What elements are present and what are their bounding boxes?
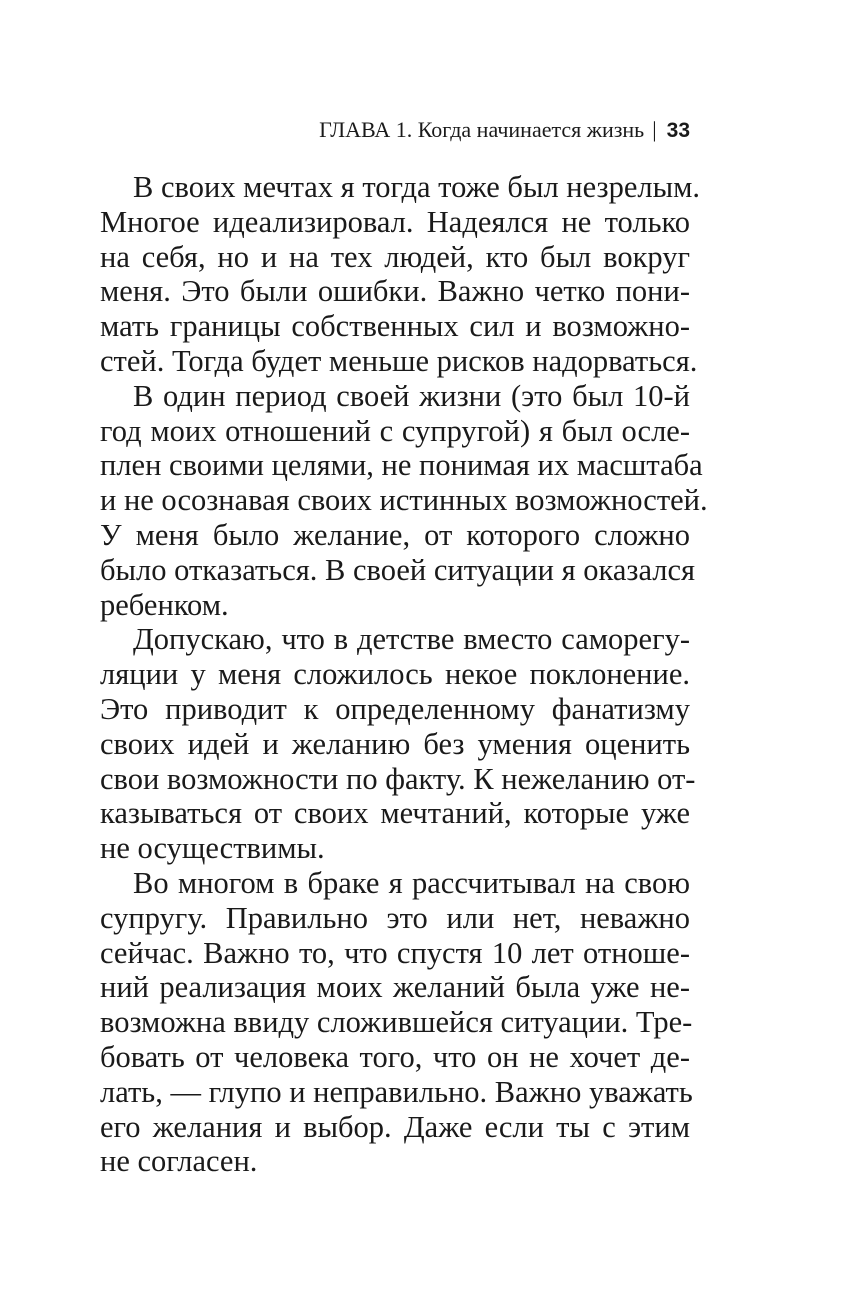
- text-line: ребенком.: [100, 587, 229, 622]
- text-line: и не осознавая своих истинных возможностей.: [100, 483, 708, 518]
- text-line: Многое идеализировал. Надеялся не только: [100, 204, 690, 239]
- text-line: не согласен.: [100, 1144, 258, 1179]
- text-line: возможна ввиду сложившейся ситуации. Тре-: [100, 1005, 693, 1040]
- text-line: сейчас. Важно то, что спустя 10 лет отноше-: [100, 935, 690, 970]
- text-line: Во многом в браке я рассчитывал на свою: [133, 865, 690, 900]
- text-line: ляции у меня сложилось некое поклонение.: [100, 657, 690, 692]
- body-text: [100, 170, 708, 1179]
- text-line: стей. Тогда будет меньше рисков надорваться.: [100, 343, 698, 378]
- text-line: было отказаться. В своей ситуации я оказался: [100, 552, 696, 587]
- text-line: меня. Это были ошибки. Важно четко пони-: [100, 274, 690, 309]
- text-line: своих идей и желанию без умения оценить: [100, 726, 690, 761]
- page-number: 33: [666, 119, 690, 142]
- text-line: год моих отношений с супругой) я был осле-: [100, 413, 690, 448]
- text-line: бовать от человека того, что он не хочет де-: [100, 1039, 690, 1074]
- paragraph-2: [100, 378, 708, 623]
- text-line: супругу. Правильно это или нет, неважно: [100, 900, 690, 935]
- chapter-title: ГЛАВА 1. Когда начинается жизнь: [319, 117, 645, 142]
- paragraph-4: [100, 865, 693, 1179]
- header-separator: |: [652, 117, 657, 142]
- text-line: Допускаю, что в детстве вместо саморегу-: [133, 622, 690, 657]
- text-line: не осуществимы.: [100, 831, 325, 866]
- text-line: казываться от своих мечтаний, которые уже: [100, 796, 690, 831]
- text-line: плен своими целями, не понимая их масштаба: [100, 448, 703, 483]
- text-line: У меня было желание, от которого сложно: [100, 517, 690, 552]
- paragraph-3: [100, 622, 696, 866]
- text-line: лать, — глупо и неправильно. Важно уважать: [100, 1074, 693, 1109]
- text-line: Это приводит к определенному фанатизму: [100, 691, 690, 726]
- running-header: [319, 116, 690, 145]
- text-line: свои возможности по факту. К нежеланию от-: [100, 761, 696, 796]
- text-line: его желания и выбор. Даже если ты с этим: [100, 1109, 690, 1144]
- text-line: В один период своей жизни (это был 10-й: [133, 378, 690, 413]
- text-line: В своих мечтах я тогда тоже был незрелым.: [133, 170, 700, 204]
- text-line: на себя, но и на тех людей, кто был вокруг: [100, 239, 690, 274]
- text-line: ний реализация моих желаний была уже не-: [100, 970, 690, 1005]
- text-line: мать границы собственных сил и возможно-: [100, 309, 690, 344]
- paragraph-1: [100, 170, 700, 379]
